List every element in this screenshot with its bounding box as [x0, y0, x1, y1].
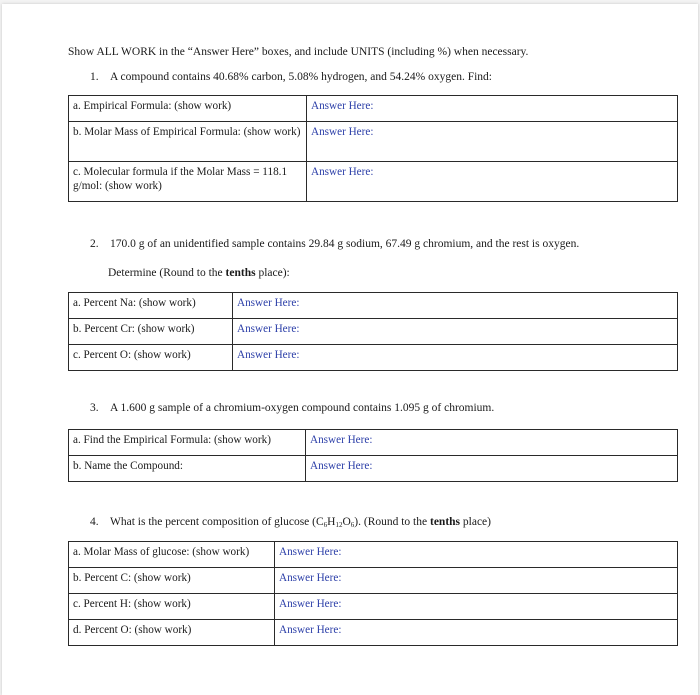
answer-field[interactable]: Answer Here:	[233, 345, 678, 371]
table-row	[69, 345, 678, 371]
question-3	[90, 402, 494, 414]
table-row	[69, 319, 678, 345]
table-row	[69, 293, 678, 319]
table-row	[69, 430, 678, 456]
question-bold: tenths	[429, 516, 461, 528]
question-text: ). (Round to the	[354, 516, 430, 528]
question-number: 3.	[90, 402, 99, 414]
subscript: 6	[323, 521, 328, 529]
answer-field[interactable]: Answer Here:	[275, 620, 678, 646]
subscript: 12	[335, 521, 343, 529]
question-text: A compound contains 40.68% carbon, 5.08% hydrogen, and 54.24% oxygen. Find:	[110, 71, 492, 83]
instructions: Show ALL WORK in the “Answer Here” boxes, and include UNITS (including %) when necessary.	[68, 46, 529, 58]
row-label: b. Percent Cr: (show work)	[69, 319, 233, 345]
instruction-bold: tenths	[225, 267, 256, 279]
table-row	[69, 456, 678, 482]
table-row	[69, 122, 678, 162]
row-label: c. Percent O: (show work)	[69, 345, 233, 371]
instruction-text: place):	[255, 267, 290, 279]
question-text: What is the percent composition of glucose (C	[110, 516, 324, 528]
rounding-instruction	[108, 267, 290, 279]
table-row	[69, 620, 678, 646]
question-text: place)	[460, 516, 491, 528]
answer-field[interactable]: Answer Here:	[307, 122, 678, 162]
question-text: A 1.600 g sample of a chromium-oxygen compound contains 1.095 g of chromium.	[110, 402, 495, 414]
answer-field[interactable]: Answer Here:	[233, 319, 678, 345]
table-row	[69, 542, 678, 568]
row-label: a. Percent Na: (show work)	[69, 293, 233, 319]
subscript: 6	[350, 521, 355, 529]
table-row	[69, 568, 678, 594]
table-row	[69, 96, 678, 122]
row-label: a. Find the Empirical Formula: (show work)	[69, 430, 306, 456]
answer-field[interactable]: Answer Here:	[307, 96, 678, 122]
question-4-table	[68, 541, 678, 646]
element-symbol: O	[342, 516, 351, 528]
answer-field[interactable]: Answer Here:	[233, 293, 678, 319]
question-number: 4.	[90, 516, 99, 528]
answer-field[interactable]: Answer Here:	[275, 542, 678, 568]
question-4	[90, 516, 491, 529]
row-label: b. Name the Compound:	[69, 456, 306, 482]
row-label: b. Percent C: (show work)	[69, 568, 275, 594]
row-label: a. Molar Mass of glucose: (show work)	[69, 542, 275, 568]
answer-field[interactable]: Answer Here:	[307, 162, 678, 202]
row-label: b. Molar Mass of Empirical Formula: (show work)	[69, 122, 307, 162]
question-text: 170.0 g of an unidentified sample contains 29.84 g sodium, 67.49 g chromium, and the rest is oxygen.	[110, 238, 580, 250]
answer-field[interactable]: Answer Here:	[275, 568, 678, 594]
row-label: d. Percent O: (show work)	[69, 620, 275, 646]
question-2	[90, 238, 579, 250]
instruction-text: Determine (Round to the	[108, 267, 226, 279]
question-1	[90, 71, 492, 83]
element-symbol: H	[327, 516, 336, 528]
question-number: 1.	[90, 71, 99, 83]
question-1-table	[68, 95, 678, 202]
answer-field[interactable]: Answer Here:	[306, 456, 678, 482]
answer-field[interactable]: Answer Here:	[275, 594, 678, 620]
question-3-table	[68, 429, 678, 482]
row-label: c. Percent H: (show work)	[69, 594, 275, 620]
table-row	[69, 162, 678, 202]
row-label: a. Empirical Formula: (show work)	[69, 96, 307, 122]
question-2-table	[68, 292, 678, 371]
row-label: c. Molecular formula if the Molar Mass = 118.1 g/mol: (show work)	[69, 162, 307, 202]
table-row	[69, 594, 678, 620]
answer-field[interactable]: Answer Here:	[306, 430, 678, 456]
question-number: 2.	[90, 238, 99, 250]
worksheet-page	[2, 4, 698, 695]
